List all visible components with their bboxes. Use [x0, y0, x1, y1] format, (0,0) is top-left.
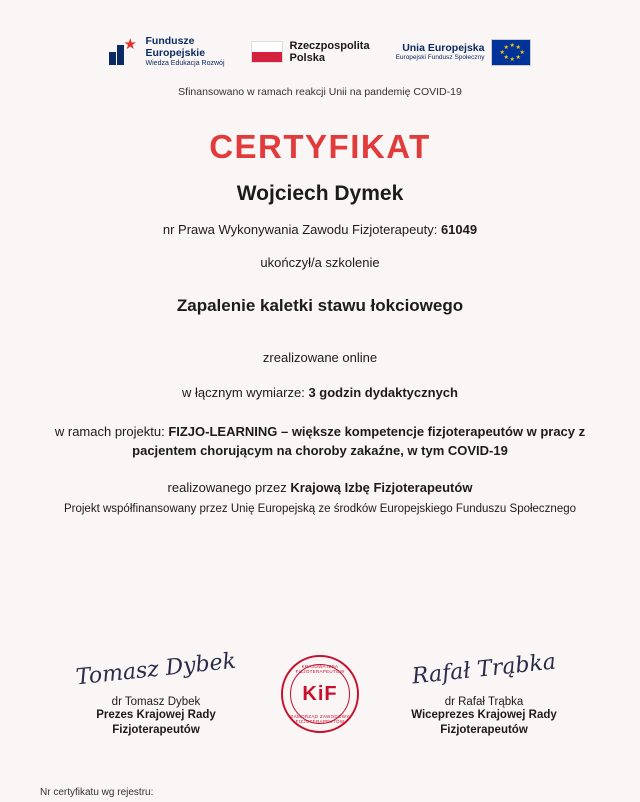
fe-line2: Europejskie: [145, 46, 206, 59]
registry-label: Nr certyfikatu wg rejestru:: [40, 787, 154, 798]
organizer-name: Krajową Izbę Fizjoterapeutów: [290, 480, 473, 495]
organizer-label: realizowanego przez: [167, 480, 287, 495]
hours-label: w łącznym wymiarze:: [182, 385, 305, 400]
rzeczpospolita-text: [290, 40, 370, 65]
signatory-role-right-line2: Fizjoterapeutów: [440, 724, 528, 736]
organizer-line: [0, 480, 640, 495]
logo-fundusze-europejskie: [109, 36, 225, 68]
eu-line1: Unia Europejska: [402, 41, 485, 54]
signatory-role-right-line1: Wiceprezes Krajowej Rady: [411, 709, 557, 721]
eu-flag-icon: ★ ★ ★ ★ ★ ★ ★ ★: [491, 39, 531, 66]
project-label: w ramach projektu:: [54, 424, 165, 439]
license-label: nr Prawa Wykonywania Zawodu Fizjoterapeuty:: [162, 222, 438, 237]
completed-text: ukończył/a szkolenie: [260, 255, 380, 270]
unia-europejska-text: [396, 42, 485, 63]
logo-rzeczpospolita-polska: [251, 40, 370, 65]
project-line: [0, 422, 640, 460]
funding-note: Sfinansowano w ramach reakcji Unii na pandemię COVID-19: [178, 86, 462, 98]
signature-block-right: [384, 650, 584, 738]
seal-bottom-text: SAMORZĄD ZAWODOWY FIZJOTERAPEUTÓW: [290, 714, 350, 724]
signatory-role-left-line1: Prezes Krajowej Rady: [96, 709, 216, 721]
signature-block-left: [56, 650, 256, 738]
license-number: 61049: [440, 222, 478, 237]
rp-line1: Rzeczpospolita: [289, 39, 370, 52]
polish-flag-icon: [251, 41, 283, 63]
seal-top-text: KRAJOWA IZBA FIZJOTERAPEUTÓW: [295, 664, 345, 674]
kif-seal-icon: [281, 655, 359, 733]
fundusze-europejskie-text: [146, 36, 225, 68]
fe-line1: Fundusze: [145, 35, 195, 47]
course-title: Zapalenie kaletki stawu łokciowego: [176, 296, 464, 315]
rp-line2: Polska: [289, 52, 325, 64]
certificate-title: CERTYFIKAT: [209, 128, 431, 165]
hours-value: 3 godzin dydaktycznych: [308, 385, 458, 400]
signatory-name-left: dr Tomasz Dybek: [111, 696, 201, 708]
course-mode: zrealizowane online: [262, 350, 378, 365]
logo-bar: [0, 0, 640, 68]
signature-script-right: Rafał Trąbka: [410, 649, 558, 690]
eu-sub: Europejski Fundusz Społeczny: [395, 53, 485, 61]
seal-mark: KiF: [290, 664, 350, 724]
cofinancing-note: Projekt współfinansowany przez Unię Europejską ze środków Europejskiego Funduszu Społecznego: [63, 503, 577, 515]
recipient-name: Wojciech Dymek: [236, 182, 404, 205]
course-hours: [0, 385, 640, 400]
logo-unia-europejska: [396, 39, 532, 66]
license-line: [0, 222, 640, 237]
fundusze-europejskie-icon: ★: [109, 37, 139, 67]
signatory-role-left-line2: Fizjoterapeutów: [112, 724, 200, 736]
signature-script-left: Tomasz Dybek: [74, 648, 238, 691]
project-name: FIZJO-LEARNING – większe kompetencje fizjoterapeutów w pracy z pacjentem chorującym na choroby zakaźne, w tym COVID-19: [132, 424, 586, 458]
signatory-name-right: dr Rafał Trąbka: [444, 696, 524, 708]
fe-sub: Wiedza Edukacja Rozwój: [145, 60, 225, 67]
